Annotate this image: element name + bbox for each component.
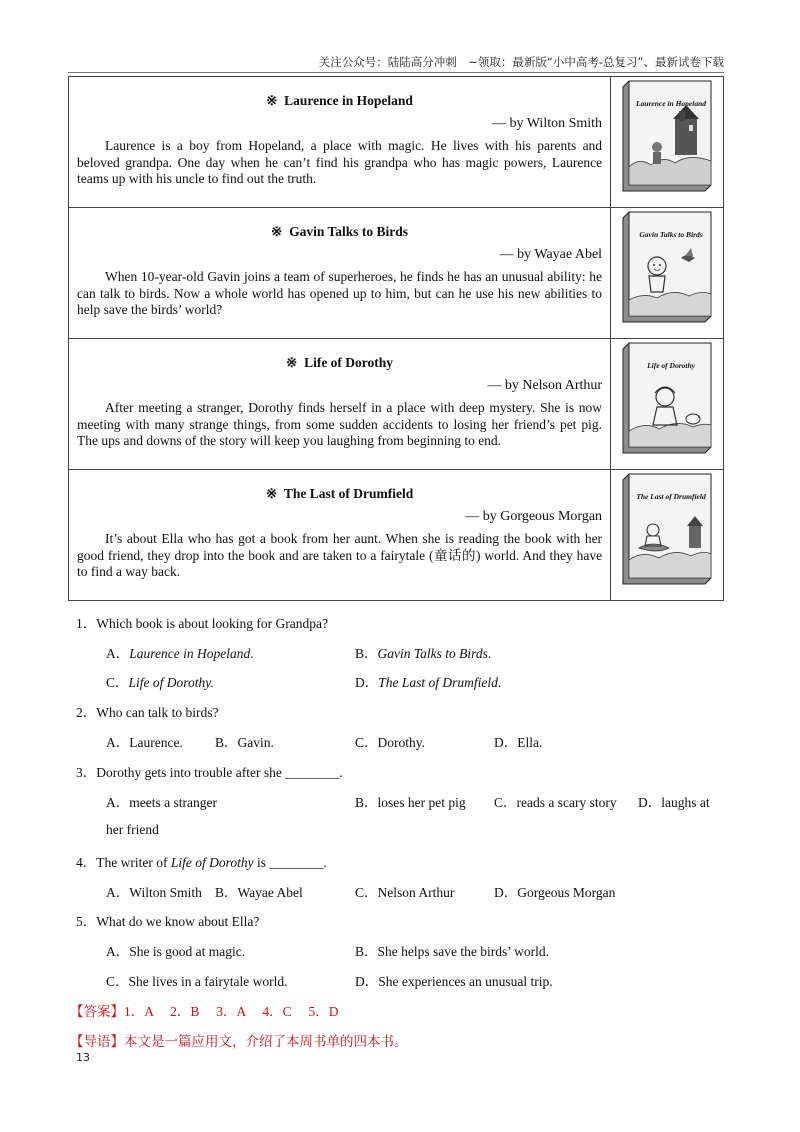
question-4-option-b: B．Wayae Abel bbox=[215, 885, 303, 900]
book-title-text: Gavin Talks to Birds bbox=[289, 224, 409, 239]
book-cover-image bbox=[619, 77, 715, 195]
book-cover-cell bbox=[611, 339, 724, 470]
castle-icon bbox=[619, 77, 715, 195]
question-1-option-c: C．Life of Dorothy. bbox=[106, 675, 214, 690]
book-info-cell bbox=[69, 339, 611, 470]
book-title bbox=[77, 224, 602, 240]
question-3-option-b: B．loses her pet pig bbox=[355, 795, 466, 810]
book-title bbox=[77, 486, 602, 502]
book-info-cell bbox=[69, 470, 611, 601]
page-number: 13 bbox=[76, 1051, 90, 1064]
guide-note: 【导语】本文是一篇应用文，介绍了本周书单的四本书。 bbox=[70, 1034, 408, 1049]
book-info-cell bbox=[69, 77, 611, 208]
book-author: — by Gorgeous Morgan bbox=[465, 509, 603, 524]
question-3-option-c: C．reads a scary story bbox=[494, 795, 617, 810]
book-author: — by Wilton Smith bbox=[492, 116, 603, 131]
book-cover-image bbox=[619, 208, 715, 326]
book-cover-cell bbox=[611, 208, 724, 339]
question-3-option-a: A．meets a stranger bbox=[106, 795, 217, 810]
question-4-option-c: C．Nelson Arthur bbox=[355, 885, 455, 900]
question-5-stem: 5．What do we know about Ella? bbox=[76, 914, 260, 929]
question-3-option-d-continued: her friend bbox=[106, 822, 159, 837]
question-2-stem: 2．Who can talk to birds? bbox=[76, 705, 219, 720]
book-cover-cell bbox=[611, 470, 724, 601]
book-row-2 bbox=[69, 208, 724, 339]
question-3-stem: 3．Dorothy gets into trouble after she ________. bbox=[76, 765, 343, 780]
question-2-option-d: D．Ella. bbox=[494, 735, 543, 750]
book-title bbox=[77, 355, 602, 371]
reference-mark: ※ bbox=[286, 355, 298, 370]
question-1-stem: 1．Which book is about looking for Grandpa? bbox=[76, 616, 328, 631]
question-4-option-d: D．Gorgeous Morgan bbox=[494, 885, 616, 900]
book-author: — by Wayae Abel bbox=[499, 247, 603, 262]
book-cover-image bbox=[619, 339, 715, 457]
girl-pig-icon bbox=[619, 339, 715, 457]
question-2-option-a: A．Laurence. bbox=[106, 735, 183, 750]
book-title-text: Life of Dorothy bbox=[304, 355, 394, 370]
question-5-option-d: D．She experiences an unusual trip. bbox=[355, 974, 553, 989]
book-author: — by Nelson Arthur bbox=[487, 378, 603, 393]
reference-mark: ※ bbox=[271, 224, 283, 239]
book-description: It’s about Ella who has got a book from her aunt. When she is reading the book with her good friend, they drop into the book and are taken to a fairytale (童话的) world. And they have to find a way back. bbox=[77, 531, 603, 579]
answer-key: 【答案】1．A 2．B 3．A 4．C 5．D bbox=[70, 1004, 339, 1019]
cover-title: Gavin Talks to Birds bbox=[639, 230, 703, 239]
question-5-option-b: B．She helps save the birds’ world. bbox=[355, 944, 549, 959]
question-5-option-c: C．She lives in a fairytale world. bbox=[106, 974, 288, 989]
book-row-4 bbox=[69, 470, 724, 601]
book-description: After meeting a stranger, Dorothy finds herself in a place with deep mystery. She is now meeting with many strange things, from some sudden accidents to losing her friend’s pet pig. The ups and downs of the story will keep you laughing from beginning to end. bbox=[77, 400, 603, 448]
question-4-stem: 4．The writer of Life of Dorothy is ________. bbox=[76, 855, 327, 870]
book-row-3 bbox=[69, 339, 724, 470]
book-title-text: Laurence in Hopeland bbox=[284, 93, 413, 108]
book-title bbox=[77, 93, 602, 109]
cover-title: The Last of Drumfield bbox=[636, 492, 706, 501]
reference-mark: ※ bbox=[265, 486, 278, 501]
book-info-cell bbox=[69, 208, 611, 339]
page-header: 关注公众号：陆陆高分冲刺 ~领取：最新版“小中高考-总复习”、最新试卷下载 bbox=[318, 55, 724, 69]
book-description: When 10-year-old Gavin joins a team of superheroes, he finds he has an unusual ability: he can talk to birds. Now a whole world has opened up to him, but can he use his new abilities to help save the birds’ world? bbox=[77, 269, 603, 317]
reference-mark: ※ bbox=[266, 93, 278, 108]
book-cover-cell bbox=[611, 77, 724, 208]
question-5-option-a: A．She is good at magic. bbox=[106, 944, 246, 959]
question-4-option-a: A．Wilton Smith bbox=[106, 885, 202, 900]
question-2-option-b: B．Gavin. bbox=[215, 735, 274, 750]
cover-title: Laurence in Hopeland bbox=[636, 99, 707, 108]
header-divider bbox=[68, 72, 724, 73]
question-1-option-a: A．Laurence in Hopeland. bbox=[106, 646, 254, 661]
question-1-option-b: B．Gavin Talks to Birds. bbox=[355, 646, 492, 661]
question-2-option-c: C．Dorothy. bbox=[355, 735, 425, 750]
book-description: Laurence is a boy from Hopeland, a place with magic. He lives with his parents and beloved grandpa. One day when he can’t find his grandpa who has magic powers, Laurence teams up with his uncle to find out the truth. bbox=[77, 138, 603, 186]
book-row-1 bbox=[69, 77, 724, 208]
book-cover-image bbox=[619, 470, 715, 588]
boy-bird-icon bbox=[619, 208, 715, 326]
book-title-text: The Last of Drumfield bbox=[283, 486, 414, 501]
question-1-option-d: D．The Last of Drumfield. bbox=[355, 675, 502, 690]
question-3-option-d: D．laughs at bbox=[638, 795, 710, 810]
flying-book-icon bbox=[619, 470, 715, 588]
cover-title: Life of Dorothy bbox=[647, 361, 695, 370]
book-list-table bbox=[68, 76, 724, 601]
